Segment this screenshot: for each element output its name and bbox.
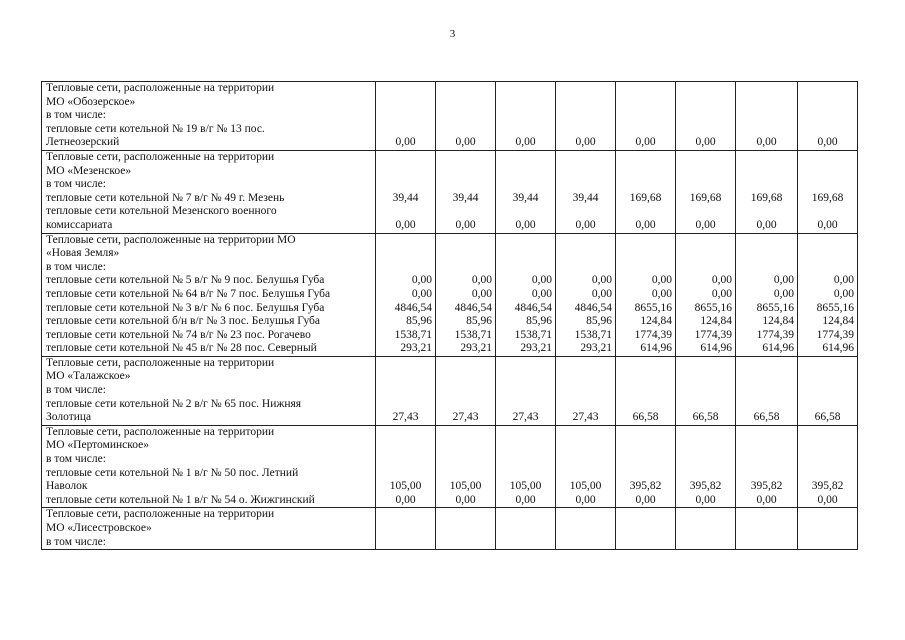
description-line: тепловые сети котельной № 5 в/г № 9 пос. Белушья Губа: [46, 274, 325, 287]
description-line: Наволок: [46, 480, 88, 493]
value-cell: 8655,16: [634, 301, 672, 314]
description-line: Тепловые сети, расположенные на территории: [46, 150, 275, 163]
value-cell: 0,00: [411, 274, 432, 287]
description-line: комиссариата: [46, 218, 113, 231]
value-cell: 0,00: [455, 218, 476, 231]
section-description: [42, 356, 376, 425]
value-cell: 4846,54: [574, 301, 612, 314]
value-cell: 0,00: [773, 287, 794, 300]
value-cell: 395,82: [811, 480, 844, 493]
section-description: [42, 425, 376, 508]
value-cell: 0,00: [531, 274, 552, 287]
value-column: [376, 425, 436, 508]
value-cell: 85,96: [466, 315, 492, 328]
value-column: [676, 233, 736, 356]
section-description: [42, 233, 376, 356]
description-line: МО «Талажское»: [46, 370, 131, 383]
value-cell: 0,00: [798, 82, 858, 151]
section-row-mezenskoe: [42, 150, 858, 233]
value-cell: 0,00: [591, 287, 612, 300]
value-column: [736, 150, 798, 233]
value-cell: 0,00: [817, 493, 838, 506]
section-description: [42, 150, 376, 233]
empty-cell: [616, 508, 676, 550]
value-column: [676, 425, 736, 508]
value-cell: 0,00: [531, 287, 552, 300]
description-line: Тепловые сети, расположенные на территории: [46, 425, 275, 438]
value-cell: 0,00: [817, 218, 838, 231]
description-line: в том числе:: [46, 535, 106, 548]
value-cell: 1538,71: [574, 328, 612, 341]
empty-cell: [496, 508, 556, 550]
value-column: [736, 233, 798, 356]
value-column: [616, 233, 676, 356]
value-cell: 124,84: [822, 315, 854, 328]
value-cell: 614,96: [762, 342, 794, 355]
description-line: в том числе:: [46, 453, 106, 466]
value-cell: 105,00: [389, 480, 422, 493]
value-cell: 0,00: [556, 82, 616, 151]
value-column: [616, 150, 676, 233]
value-cell: 0,00: [515, 493, 536, 506]
value-cell: 0,00: [455, 493, 476, 506]
description-line: Тепловые сети, расположенные на территории: [46, 82, 275, 94]
description-line: Тепловые сети, расположенные на территории: [46, 508, 275, 521]
value-column: [556, 425, 616, 508]
value-cell: 1774,39: [816, 328, 854, 341]
description-line: МО «Пертоминское»: [46, 439, 150, 452]
value-cell: 8655,16: [694, 301, 732, 314]
value-cell: 66,58: [736, 356, 798, 425]
value-cell: 169,68: [811, 191, 844, 204]
value-column: [676, 150, 736, 233]
description-line: Тепловые сети, расположенные на территории: [46, 356, 275, 369]
value-cell: 27,43: [376, 356, 436, 425]
description-line: тепловые сети котельной № 64 в/г № 7 пос. Белушья Губа: [46, 287, 331, 300]
value-cell: 293,21: [400, 342, 432, 355]
value-cell: 614,96: [822, 342, 854, 355]
value-cell: 66,58: [676, 356, 736, 425]
value-cell: 0,00: [711, 274, 732, 287]
value-cell: 105,00: [569, 480, 602, 493]
value-cell: 0,00: [411, 287, 432, 300]
value-cell: 0,00: [756, 218, 777, 231]
value-cell: 0,00: [773, 274, 794, 287]
value-cell: 39,44: [452, 191, 479, 204]
value-cell: 0,00: [833, 287, 854, 300]
description-line: в том числе:: [46, 109, 106, 122]
section-description: [42, 82, 376, 151]
value-cell: 1774,39: [634, 328, 672, 341]
section-description: [42, 508, 376, 550]
value-cell: 66,58: [616, 356, 676, 425]
value-cell: 169,68: [629, 191, 662, 204]
value-cell: 0,00: [736, 82, 798, 151]
description-line: в том числе:: [46, 260, 106, 273]
value-cell: 1538,71: [394, 328, 432, 341]
value-cell: 614,96: [640, 342, 672, 355]
value-cell: 1538,71: [514, 328, 552, 341]
description-line: в том числе:: [46, 384, 106, 397]
description-line: «Новая Земля»: [46, 247, 120, 260]
value-column: [798, 233, 858, 356]
value-column: [436, 425, 496, 508]
value-cell: 39,44: [392, 191, 419, 204]
description-line: тепловые сети котельной № 1 в/г № 50 пос. Летний: [46, 466, 299, 479]
value-cell: 293,21: [520, 342, 552, 355]
value-cell: 0,00: [635, 218, 656, 231]
value-cell: 27,43: [556, 356, 616, 425]
value-column: [556, 150, 616, 233]
value-column: [556, 233, 616, 356]
empty-cell: [736, 508, 798, 550]
value-column: [376, 233, 436, 356]
value-cell: 0,00: [635, 493, 656, 506]
empty-cell: [556, 508, 616, 550]
value-column: [798, 150, 858, 233]
value-cell: 0,00: [695, 493, 716, 506]
value-cell: 124,84: [700, 315, 732, 328]
description-line: тепловые сети котельной № 74 в/г № 23 пос. Рогачево: [46, 328, 311, 341]
value-column: [736, 425, 798, 508]
value-cell: 0,00: [575, 218, 596, 231]
value-column: [496, 425, 556, 508]
description-line: тепловые сети котельной № 3 в/г № 6 пос. Белушья Губа: [46, 301, 325, 314]
value-cell: 0,00: [651, 287, 672, 300]
value-column: [798, 425, 858, 508]
value-cell: 0,00: [496, 82, 556, 151]
value-cell: 0,00: [591, 274, 612, 287]
value-column: [496, 233, 556, 356]
description-line: тепловые сети котельной № 45 в/г № 28 пос. Северный: [46, 342, 317, 355]
value-cell: 66,58: [798, 356, 858, 425]
value-cell: 0,00: [471, 274, 492, 287]
value-column: [436, 150, 496, 233]
value-cell: 105,00: [449, 480, 482, 493]
page-number: 3: [449, 28, 456, 40]
value-cell: 0,00: [515, 218, 536, 231]
description-line: тепловые сети котельной № 7 в/г № 49 г. Мезень: [46, 191, 285, 204]
value-cell: 0,00: [471, 287, 492, 300]
value-cell: 0,00: [695, 218, 716, 231]
value-cell: 27,43: [496, 356, 556, 425]
value-column: [436, 233, 496, 356]
section-row-lisestrovskoe: [42, 508, 858, 550]
description-line: МО «Обозерское»: [46, 95, 136, 108]
empty-cell: [436, 508, 496, 550]
value-column: [496, 150, 556, 233]
section-row-talazhskoe: [42, 356, 858, 425]
value-cell: 4846,54: [454, 301, 492, 314]
description-line: тепловые сети котельной б/н в/г № 3 пос. Белушья Губа: [46, 315, 320, 328]
value-cell: 395,82: [689, 480, 722, 493]
value-cell: 85,96: [526, 315, 552, 328]
value-column: [376, 150, 436, 233]
description-line: тепловые сети котельной № 19 в/г № 13 пос.: [46, 122, 265, 135]
value-cell: 39,44: [512, 191, 539, 204]
value-cell: 0,00: [376, 82, 436, 151]
description-line: МО «Лисестровское»: [46, 522, 152, 534]
description-line: тепловые сети котельной № 1 в/г № 54 о. Жижгинский: [46, 493, 315, 506]
value-cell: 1538,71: [454, 328, 492, 341]
section-row-novaya-zemlya: [42, 233, 858, 356]
description-line: тепловые сети котельной № 2 в/г № 65 пос. Нижняя: [46, 397, 302, 410]
value-cell: 85,96: [406, 315, 432, 328]
value-cell: 0,00: [575, 493, 596, 506]
value-cell: 4846,54: [394, 301, 432, 314]
description-line: Тепловые сети, расположенные на территории МО: [46, 233, 296, 246]
heat-network-tariff-table: [41, 81, 858, 550]
value-cell: 0,00: [756, 493, 777, 506]
description-line: МО «Мезенское»: [46, 164, 132, 177]
value-cell: 8655,16: [816, 301, 854, 314]
value-cell: 395,82: [629, 480, 662, 493]
value-cell: 105,00: [509, 480, 542, 493]
empty-cell: [676, 508, 736, 550]
section-row-pertominskoe: [42, 425, 858, 508]
empty-cell: [376, 508, 436, 550]
value-cell: 4846,54: [514, 301, 552, 314]
description-line: Золотица: [46, 411, 92, 424]
value-cell: 0,00: [651, 274, 672, 287]
value-cell: 1774,39: [756, 328, 794, 341]
value-cell: 0,00: [395, 218, 416, 231]
value-cell: 124,84: [640, 315, 672, 328]
description-line: в том числе:: [46, 178, 106, 191]
value-cell: 0,00: [616, 82, 676, 151]
value-cell: 395,82: [750, 480, 783, 493]
value-cell: 293,21: [580, 342, 612, 355]
value-cell: 0,00: [436, 82, 496, 151]
section-row-obozerskoe: [42, 82, 858, 151]
empty-cell: [798, 508, 858, 550]
description-line: тепловые сети котельной Мезенского военного: [46, 205, 277, 218]
value-column: [616, 425, 676, 508]
value-cell: 0,00: [833, 274, 854, 287]
value-cell: 39,44: [572, 191, 599, 204]
value-cell: 169,68: [750, 191, 783, 204]
value-cell: 124,84: [762, 315, 794, 328]
value-cell: 0,00: [676, 82, 736, 151]
description-line: Летнеозерский: [46, 136, 120, 149]
value-cell: 169,68: [689, 191, 722, 204]
value-cell: 0,00: [711, 287, 732, 300]
value-cell: 1774,39: [694, 328, 732, 341]
value-cell: 8655,16: [756, 301, 794, 314]
value-cell: 27,43: [436, 356, 496, 425]
value-cell: 293,21: [460, 342, 492, 355]
value-cell: 0,00: [395, 493, 416, 506]
value-cell: 85,96: [586, 315, 612, 328]
value-cell: 614,96: [700, 342, 732, 355]
